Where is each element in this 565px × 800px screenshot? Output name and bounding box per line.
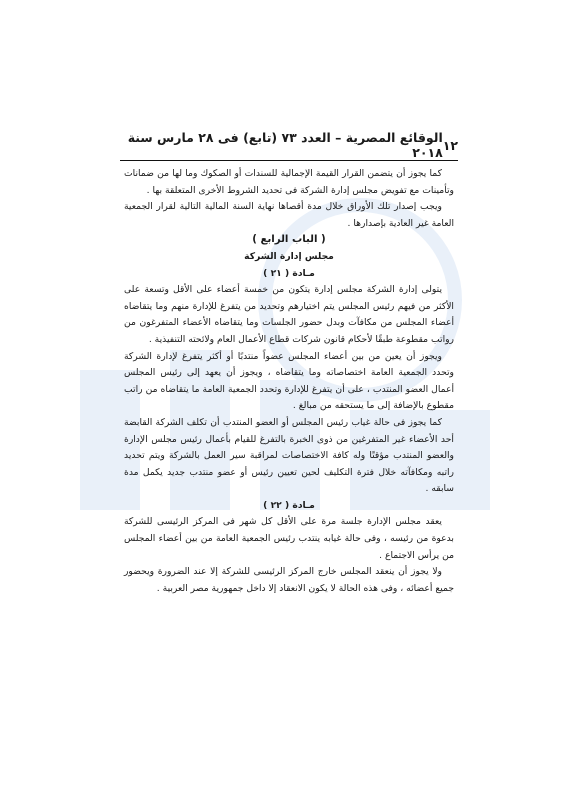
running-title: الوقائع المصرية – العدد ٧٣ (تابع) فى ٢٨ مارس سنة ٢٠١٨: [127, 130, 443, 160]
paragraph-board-composition: يتولى إدارة الشركة مجلس إدارة يتكون من خمسة أعضاء على الأقل وتسعة على الأكثر من فيهم رئيس المجلس يتم اختيارهم وتحديد من يتفرغ للإدارة منهم وما يتقاضاه أعضاء المجلس من مكافآت وبدل حضور الجلسات وما يتقاضاه الأعضاء المتفرغون من رواتب مقطوعة طبقًا لأحكام قانون شركات قطاع الأعمال العام ولائحته التنفيذية .: [124, 284, 454, 345]
paragraph-absence-substitute: كما يجوز فى حالة غياب رئيس المجلس أو العضو المنتدب أن تكلف الشركة القابضة أحد الأعضاء غير المتفرغين من ذوى الخبرة بالتفرغ للقيام بأعمال رئيس مجلس الإدارة والعضو المنتدب مؤقتًا وله كافة الاختصاصات لمراقبة سير العمل بالشركة ويتم تحديد راتبه ومكافآته خلال فترة التكليف لحين تعيين رئيس أو عضو منتدب جديد يكمل مدة سابقه .: [124, 416, 454, 495]
article-22-heading: مـادة ( ٢٢ ): [263, 499, 315, 511]
header-divider: [120, 160, 458, 161]
paragraph-bonds-guarantees: كما يجوز أن يتضمن القرار القيمة الإجمالية للسندات أو الصكوك وما لها من ضمانات وتأمينات مع تفويض مجلس إدارة الشركة فى تحديد الشروط الأخرى المتعلقة بها .: [124, 168, 454, 196]
paragraph-monthly-meeting: يعقد مجلس الإدارة جلسة مرة على الأقل كل شهر فى المركز الرئيسى للشركة بدعوة من رئيسه ، وفى حالة غيابه ينتدب رئيس الجمعية العامة من بين أعضاء المجلس من يرأس الاجتماع .: [124, 516, 454, 561]
paragraph-managing-member: ويجوز أن يعين من بين أعضاء المجلس عضواً منتدبًا أو أكثر يتفرغ لإدارة الشركة وتحدد الجمعية العامة اختصاصاته وما يتقاضاه ، ويجوز أن يعهد إلى رئيس المجلس أعمال العضو المنتدب ، على أن يتفرغ للإدارة وتحدد الجمعية العامة ما يتقاضاه من راتب مقطوع بالإضافة إلى ما يستحقه من مبالغ .: [124, 350, 454, 412]
document-body: [124, 166, 454, 597]
chapter-heading: ( الباب الرابع ): [252, 234, 326, 246]
page-number: ١٢: [442, 137, 458, 153]
paragraph-meeting-location: ولا يجوز أن ينعقد المجلس خارج المركز الرئيسى للشركة إلا عند الضرورة ويحضور جميع أعضائه ، وفى هذه الحالة لا يكون الانعقاد إلا داخل جمهورية مصر العربية .: [124, 566, 454, 594]
paragraph-issue-deadline: ويجب إصدار تلك الأوراق خلال مدة أقصاها نهاية السنة المالية التالية لقرار الجمعية العامة غير العادية بإصدارها .: [124, 201, 454, 229]
page-header: [120, 130, 458, 160]
article-21-heading: مـادة ( ٢١ ): [263, 267, 315, 279]
chapter-title: مجلس إدارة الشركة: [244, 250, 334, 262]
